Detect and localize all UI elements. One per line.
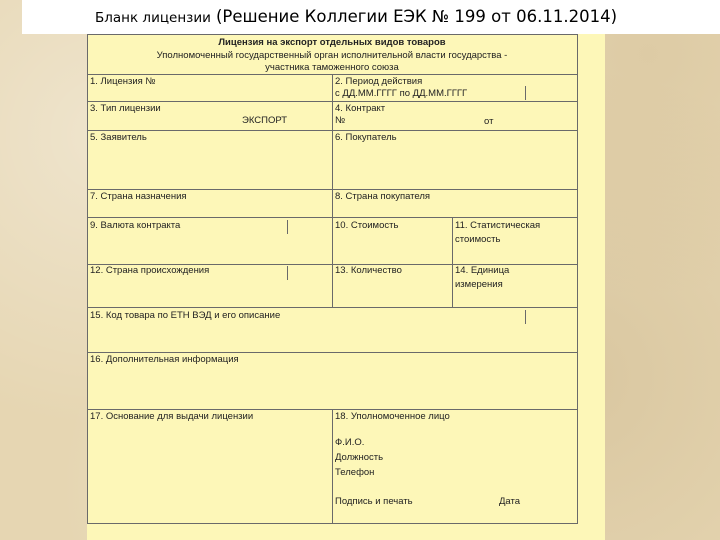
field-5-applicant: 5. Заявитель bbox=[90, 132, 147, 143]
slide-title-main: Бланк лицензии bbox=[95, 10, 211, 26]
field-14-unit-2: измерения bbox=[455, 279, 503, 290]
col-divider-main bbox=[332, 74, 333, 308]
field-3-value: ЭКСПОРТ bbox=[242, 115, 288, 126]
form-border-left bbox=[87, 34, 88, 524]
license-form bbox=[87, 34, 605, 540]
issuer-line-1: Уполномоченный государственный орган исполнительной власти государства - bbox=[156, 50, 508, 61]
field-4-contract-number: № bbox=[335, 115, 346, 126]
field-3-license-type: 3. Тип лицензии bbox=[90, 103, 161, 114]
field-18-name: Ф.И.О. bbox=[335, 437, 365, 448]
form-title: Лицензия на экспорт отдельных видов товаров bbox=[218, 37, 446, 48]
col-divider-signature bbox=[332, 409, 333, 523]
row-line-8 bbox=[87, 352, 577, 353]
form-border-top bbox=[87, 34, 577, 35]
field-7-destination: 7. Страна назначения bbox=[90, 191, 187, 202]
field-10-value: 10. Стоимость bbox=[335, 220, 399, 231]
field-4-contract: 4. Контракт bbox=[335, 103, 386, 114]
field-4-contract-from: от bbox=[484, 116, 494, 127]
field-18-position: Должность bbox=[335, 452, 384, 463]
field-18-date: Дата bbox=[499, 496, 521, 507]
issuer-line-2: участника таможенного союза bbox=[265, 62, 399, 73]
field-9-currency: 9. Валюта контракта bbox=[90, 220, 181, 231]
form-border-bottom bbox=[87, 523, 577, 524]
field-2-validity: 2. Период действия bbox=[335, 76, 423, 87]
field-18-phone: Телефон bbox=[335, 467, 375, 478]
field-11-stat-value-2: стоимость bbox=[455, 234, 501, 245]
field-8-buyer-country: 8. Страна покупателя bbox=[335, 191, 431, 202]
col-divider-stat bbox=[452, 217, 453, 307]
tick-4 bbox=[525, 310, 526, 324]
field-12-origin: 12. Страна происхождения bbox=[90, 265, 210, 276]
field-18-authorized-person: 18. Уполномоченное лицо bbox=[335, 411, 450, 422]
form-border-right bbox=[577, 34, 578, 524]
tick-2 bbox=[287, 266, 288, 280]
field-17-basis: 17. Основание для выдачи лицензии bbox=[90, 411, 254, 422]
tick-3 bbox=[525, 86, 526, 100]
field-11-stat-value: 11. Статистическая bbox=[455, 220, 541, 231]
slide-title-decision: (Решение Коллегии ЕЭК № 199 от 06.11.2014) bbox=[215, 7, 618, 26]
field-15-commodity-code: 15. Код товара по ЕТН ВЭД и его описание bbox=[90, 310, 281, 321]
field-6-buyer: 6. Покупатель bbox=[335, 132, 397, 143]
field-13-quantity: 13. Количество bbox=[335, 265, 402, 276]
field-16-additional-info: 16. Дополнительная информация bbox=[90, 354, 239, 365]
field-18-signature: Подпись и печать bbox=[335, 496, 413, 507]
field-1-license-number: 1. Лицензия № bbox=[90, 76, 156, 87]
slide-title bbox=[95, 7, 617, 26]
tick-1 bbox=[287, 220, 288, 234]
field-14-unit: 14. Единица bbox=[455, 265, 510, 276]
field-2-validity-dates: с ДД.ММ.ГГГГ по ДД.ММ.ГГГГ bbox=[335, 88, 468, 99]
